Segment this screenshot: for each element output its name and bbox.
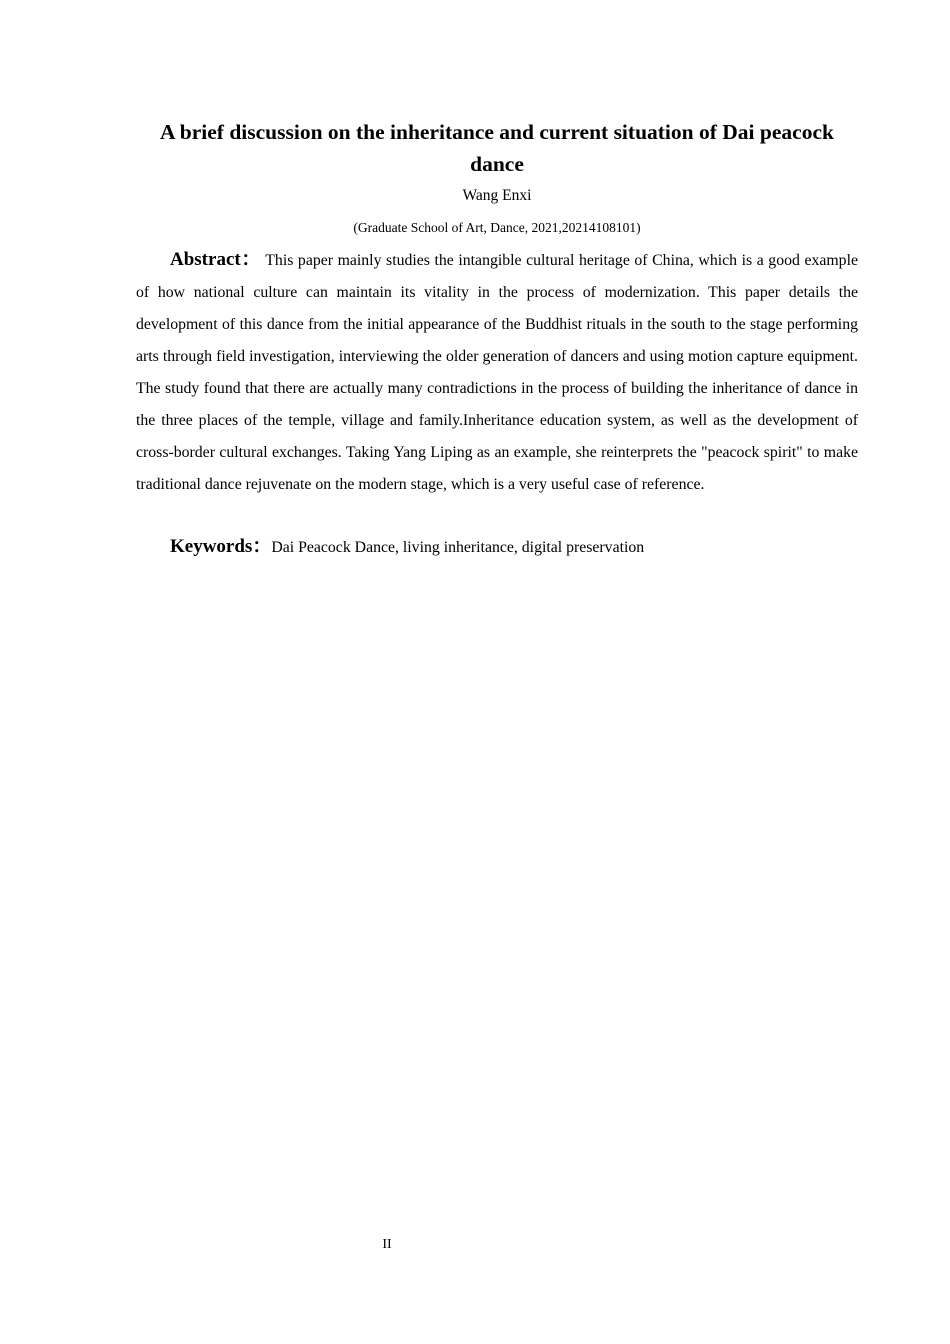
keywords-paragraph [136,532,858,563]
author-affiliation: (Graduate School of Art, Dance, 2021,20214108101) [353,220,641,235]
paper-title: A brief discussion on the inheritance and current situation of Dai peacock dance [160,120,834,176]
abstract-paragraph [136,244,858,501]
abstract-text: This paper mainly studies the intangible cultural heritage of China, which is a good example of how national culture can maintain its vitality in the process of modernization. This paper details the development of this dance from the initial appearance of the Buddhist rituals in the south to the stage performing arts through field investigation, interviewing the older generation of dancers and using motion capture equipment. The study found that there are actually many contradictions in the process of building the inheritance of dance in the three places of the temple, village and family.Inheritance education system, as well as the development of cross-border cultural exchanges. Taking Yang Liping as an example, she reinterprets the "peacock spirit" to make traditional dance rejuvenate on the modern stage, which is a very useful case of reference. [136,252,858,493]
keywords-text: Dai Peacock Dance, living inheritance, digital preservation [271,539,645,556]
page-number: II [382,1237,392,1252]
author-name: Wang Enxi [462,187,532,204]
keywords-label: Keywords： [170,536,272,557]
abstract-label: Abstract： [170,249,261,270]
